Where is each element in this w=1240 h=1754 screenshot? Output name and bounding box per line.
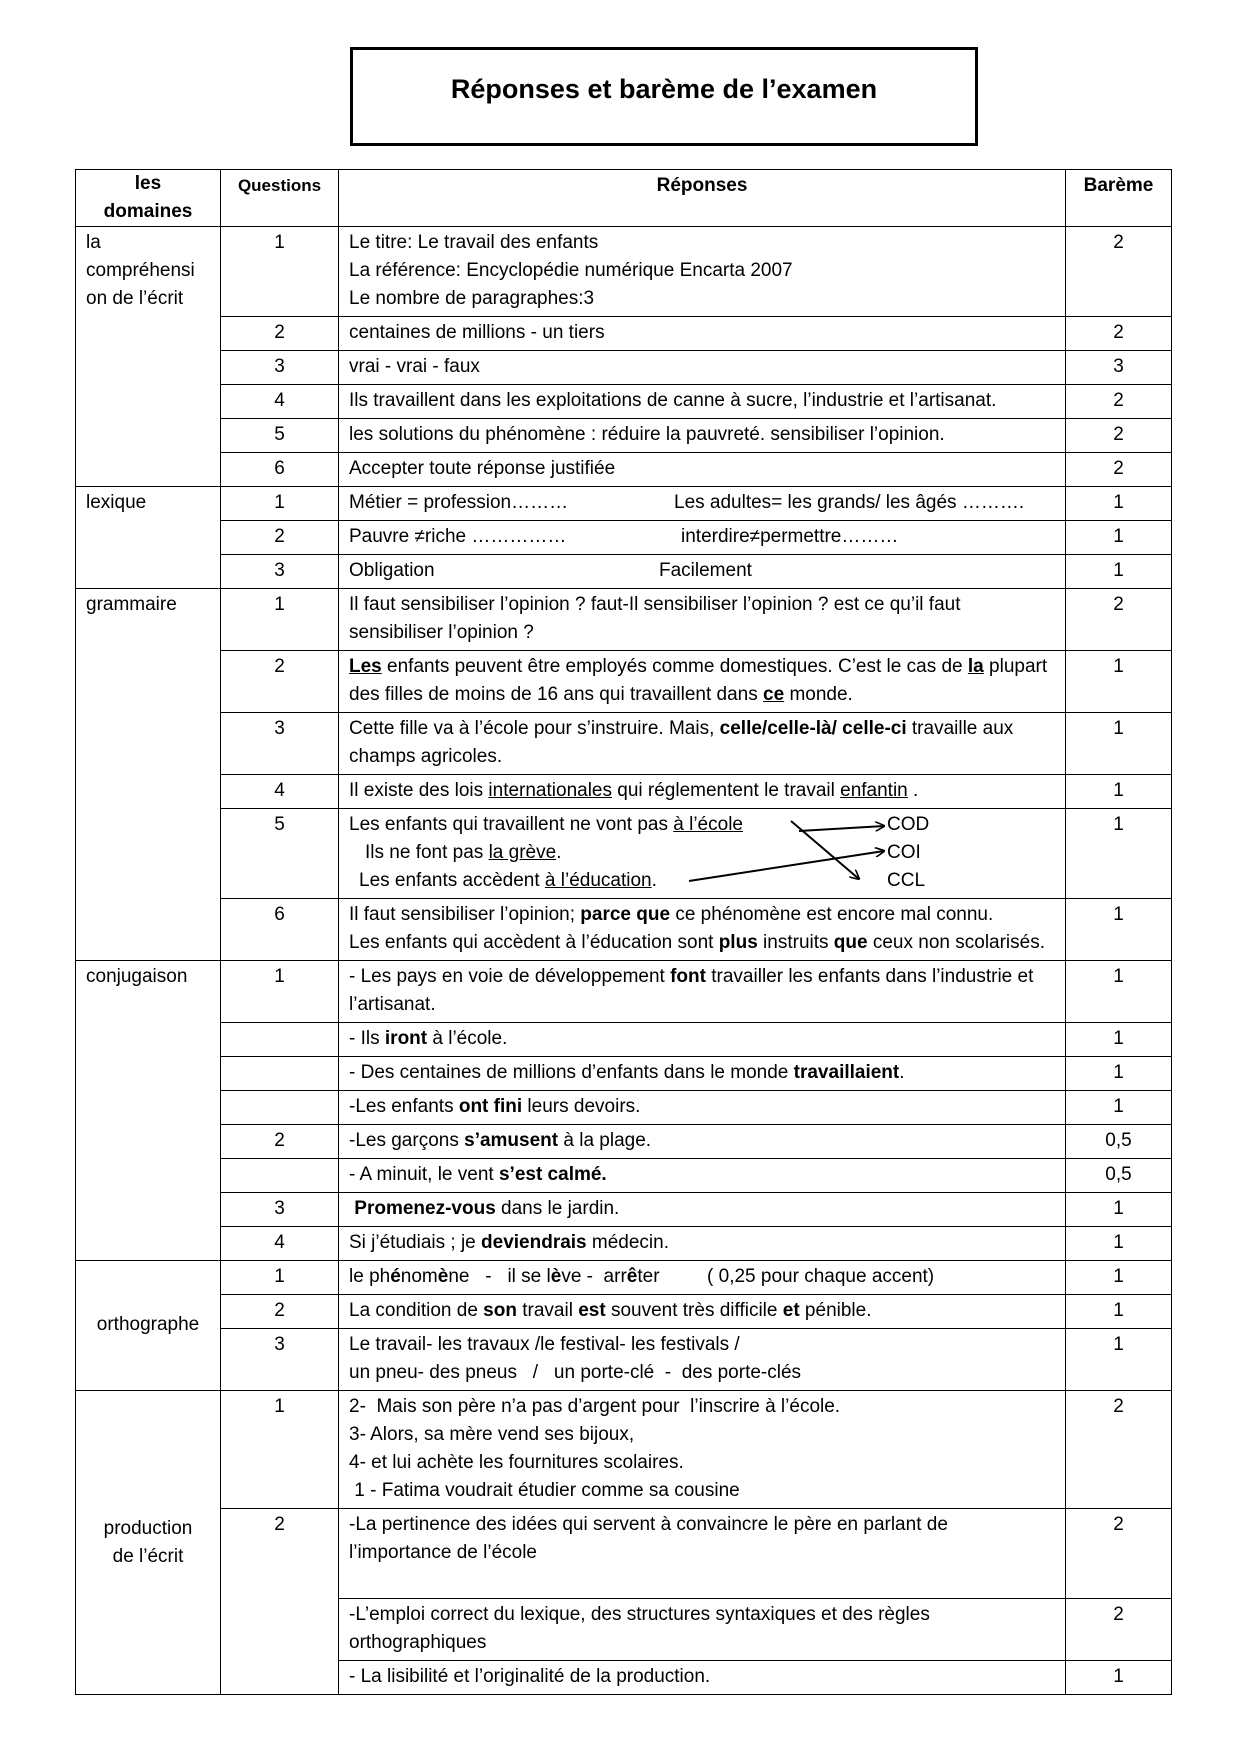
answer-cell: Promenez-vous dans le jardin. bbox=[339, 1193, 1066, 1227]
answer-cell: centaines de millions - un tiers bbox=[339, 317, 1066, 351]
question-number: 1 bbox=[221, 589, 339, 651]
answer-word: internationales bbox=[488, 780, 612, 801]
question-number: 4 bbox=[221, 1227, 339, 1261]
table-row bbox=[76, 487, 1172, 521]
answer-cell bbox=[339, 487, 1066, 521]
question-number: 1 bbox=[221, 1261, 339, 1295]
points-cell: 1 bbox=[1066, 487, 1172, 521]
question-number bbox=[221, 1023, 339, 1057]
points-cell: 2 bbox=[1066, 1391, 1172, 1509]
table-row bbox=[76, 961, 1172, 1023]
question-number: 2 bbox=[221, 1509, 339, 1695]
answer-word: que bbox=[833, 932, 868, 953]
table-row bbox=[76, 1091, 1172, 1125]
answer-line: Les enfants qui travaillent ne vont pas à l’école bbox=[349, 814, 743, 835]
table-row bbox=[76, 899, 1172, 961]
table-row bbox=[76, 1023, 1172, 1057]
question-number: 6 bbox=[221, 453, 339, 487]
table-row bbox=[76, 1227, 1172, 1261]
answer-text: instruits bbox=[757, 932, 834, 953]
answer-word: s’est calmé. bbox=[498, 1164, 607, 1185]
points-cell: 1 bbox=[1066, 1023, 1172, 1057]
answer-right: Facilement bbox=[659, 560, 752, 581]
points-cell: 2 bbox=[1066, 1599, 1172, 1661]
points-cell: 1 bbox=[1066, 1193, 1172, 1227]
answer-left: Métier = profession……… bbox=[349, 492, 569, 513]
answer-text: ceux non scolarisés. bbox=[867, 932, 1045, 953]
points-cell: 1 bbox=[1066, 961, 1172, 1023]
answer-cell: -Les garçons s’amusent à la plage. bbox=[339, 1125, 1066, 1159]
table-row bbox=[76, 419, 1172, 453]
answer-left: Pauvre ≠riche …………… bbox=[349, 526, 567, 547]
table-row bbox=[76, 1193, 1172, 1227]
table-row bbox=[76, 453, 1172, 487]
points-cell: 1 bbox=[1066, 1329, 1172, 1391]
points-cell: 2 bbox=[1066, 419, 1172, 453]
points-cell: 1 bbox=[1066, 1295, 1172, 1329]
answer-table bbox=[75, 169, 1172, 1695]
answer-text: enfants peuvent être employés comme domestiques. C’est le cas de bbox=[381, 656, 968, 677]
points-cell: 1 bbox=[1066, 713, 1172, 775]
points-cell: 1 bbox=[1066, 899, 1172, 961]
answer-word: est bbox=[578, 1300, 606, 1321]
points-cell: 2 bbox=[1066, 227, 1172, 317]
function-label-cod: COD bbox=[887, 814, 930, 835]
table-row bbox=[76, 589, 1172, 651]
answer-cell: -La pertinence des idées qui servent à convaincre le père en parlant de l’importance de l’école bbox=[339, 1509, 1066, 1599]
answer-text: monde. bbox=[784, 684, 853, 705]
answer-left: Obligation bbox=[349, 560, 435, 581]
question-number: 2 bbox=[221, 317, 339, 351]
answer-line: Le nombre de paragraphes:3 bbox=[349, 288, 595, 309]
answer-word: parce que bbox=[580, 904, 671, 925]
table-row bbox=[76, 1057, 1172, 1091]
header-points: Barème bbox=[1066, 170, 1172, 227]
table-row bbox=[76, 1295, 1172, 1329]
answer-cell: - A minuit, le vent s’est calmé. bbox=[339, 1159, 1066, 1193]
answer-line: Les enfants accèdent à l’éducation. bbox=[359, 870, 657, 891]
answer-cell bbox=[339, 555, 1066, 589]
answer-line: La référence: Encyclopédie numérique Encarta 2007 bbox=[349, 260, 793, 281]
answer-cell bbox=[339, 1329, 1066, 1391]
answer-cell bbox=[339, 521, 1066, 555]
answer-word: ont fini bbox=[458, 1096, 523, 1117]
answer-text: Les enfants qui accèdent à l’éducation sont bbox=[349, 932, 719, 953]
table-row bbox=[76, 1261, 1172, 1295]
table-row bbox=[76, 1509, 1172, 1599]
question-number: 5 bbox=[221, 809, 339, 899]
answer-word: plus bbox=[718, 932, 758, 953]
answer-line: un pneu- des pneus / un porte-clé - des porte-clés bbox=[349, 1362, 802, 1383]
points-cell: 1 bbox=[1066, 1091, 1172, 1125]
table-row bbox=[76, 555, 1172, 589]
answer-word: ce bbox=[763, 684, 785, 705]
points-cell: 2 bbox=[1066, 317, 1172, 351]
question-number: 2 bbox=[221, 1125, 339, 1159]
header-domain: les domaines bbox=[76, 170, 221, 227]
answer-word: font bbox=[670, 966, 706, 987]
answer-word: travaillaient bbox=[793, 1062, 900, 1083]
answer-line: 1 - Fatima voudrait étudier comme sa cousine bbox=[349, 1480, 740, 1501]
answer-cell bbox=[339, 1391, 1066, 1509]
answer-cell bbox=[339, 227, 1066, 317]
answer-word: et bbox=[782, 1300, 800, 1321]
answer-word: celle/celle-là/ celle-ci bbox=[719, 718, 907, 739]
answer-cell: - Ils iront à l’école. bbox=[339, 1023, 1066, 1057]
answer-word: s’amusent bbox=[464, 1130, 559, 1151]
domain-conjugaison: conjugaison bbox=[76, 961, 221, 1261]
answer-text: Cette fille va à l’école pour s’instruire. Mais, bbox=[349, 718, 720, 739]
table-row bbox=[76, 227, 1172, 317]
answer-right: interdire≠permettre……… bbox=[681, 526, 899, 547]
table-row bbox=[76, 651, 1172, 713]
question-number: 1 bbox=[221, 961, 339, 1023]
answer-text: Il existe des lois bbox=[349, 780, 489, 801]
domain-lexique: lexique bbox=[76, 487, 221, 589]
answer-line: Le titre: Le travail des enfants bbox=[349, 232, 599, 253]
question-number bbox=[221, 1057, 339, 1091]
question-number: 2 bbox=[221, 521, 339, 555]
question-number bbox=[221, 1159, 339, 1193]
table-row bbox=[76, 809, 1172, 899]
answer-line: Ils ne font pas la grève. bbox=[365, 842, 562, 863]
points-cell: 1 bbox=[1066, 1227, 1172, 1261]
question-number: 5 bbox=[221, 419, 339, 453]
matching-arrows bbox=[339, 809, 1066, 899]
points-cell: 0,5 bbox=[1066, 1125, 1172, 1159]
answer-cell: les solutions du phénomène : réduire la pauvreté. sensibiliser l’opinion. bbox=[339, 419, 1066, 453]
table-row bbox=[76, 351, 1172, 385]
answer-word: iront bbox=[384, 1028, 428, 1049]
question-number: 3 bbox=[221, 555, 339, 589]
answer-word: la bbox=[967, 656, 984, 677]
answer-cell: -L’emploi correct du lexique, des structures syntaxiques et des règles orthographiques bbox=[339, 1599, 1066, 1661]
answer-cell: - Des centaines de millions d’enfants dans le monde travaillaient. bbox=[339, 1057, 1066, 1091]
question-number: 3 bbox=[221, 351, 339, 385]
question-number: 6 bbox=[221, 899, 339, 961]
question-number: 1 bbox=[221, 487, 339, 521]
question-number bbox=[221, 1091, 339, 1125]
table-row bbox=[76, 1125, 1172, 1159]
points-cell: 1 bbox=[1066, 1661, 1172, 1695]
answer-word: Promenez-vous bbox=[354, 1198, 496, 1219]
table-row bbox=[76, 1159, 1172, 1193]
answer-word: enfantin bbox=[840, 780, 908, 801]
table-row bbox=[76, 1329, 1172, 1391]
function-label-ccl: CCL bbox=[887, 870, 926, 891]
answer-cell bbox=[339, 899, 1066, 961]
answer-text: travaille aux champs agricoles. bbox=[349, 718, 1014, 767]
points-cell: 2 bbox=[1066, 453, 1172, 487]
table-row bbox=[76, 713, 1172, 775]
answer-cell bbox=[339, 809, 1066, 899]
points-cell: 0,5 bbox=[1066, 1159, 1172, 1193]
table-row bbox=[76, 317, 1172, 351]
arrow-line bbox=[799, 826, 884, 831]
points-cell: 2 bbox=[1066, 385, 1172, 419]
points-cell: 1 bbox=[1066, 1057, 1172, 1091]
title-box bbox=[350, 47, 978, 146]
answer-line: 4- et lui achète les fournitures scolaires. bbox=[349, 1452, 684, 1473]
answer-word: son bbox=[483, 1300, 517, 1321]
points-cell: 1 bbox=[1066, 651, 1172, 713]
points-cell: 2 bbox=[1066, 1509, 1172, 1599]
answer-cell bbox=[339, 713, 1066, 775]
answer-word: deviendrais bbox=[481, 1232, 587, 1253]
domain-grammaire: grammaire bbox=[76, 589, 221, 961]
answer-text: plupart des filles de moins de 16 ans qui travaillent dans bbox=[349, 656, 1048, 705]
page-title: Réponses et barème de l’examen bbox=[450, 74, 878, 104]
question-number: 3 bbox=[221, 713, 339, 775]
header-questions: Questions bbox=[221, 170, 339, 227]
table-row bbox=[76, 775, 1172, 809]
answer-word: Les bbox=[349, 656, 382, 677]
table-row bbox=[76, 385, 1172, 419]
question-number: 1 bbox=[221, 1391, 339, 1509]
question-number: 3 bbox=[221, 1329, 339, 1391]
header-row bbox=[76, 170, 1172, 227]
answer-cell: le phénomène - il se lève - arrêter ( 0,25 pour chaque accent) bbox=[339, 1261, 1066, 1295]
answer-cell bbox=[339, 775, 1066, 809]
domain-production: production de l’écrit bbox=[76, 1391, 221, 1695]
question-number: 2 bbox=[221, 651, 339, 713]
answer-cell: La condition de son travail est souvent très difficile et pénible. bbox=[339, 1295, 1066, 1329]
points-cell: 1 bbox=[1066, 555, 1172, 589]
answer-cell bbox=[339, 651, 1066, 713]
answer-cell: -Les enfants ont fini leurs devoirs. bbox=[339, 1091, 1066, 1125]
answer-line: Le travail- les travaux /le festival- les festivals / bbox=[349, 1334, 740, 1355]
answer-right: Les adultes= les grands/ les âgés ………. bbox=[674, 492, 1025, 513]
points-cell: 2 bbox=[1066, 589, 1172, 651]
answer-cell: Accepter toute réponse justifiée bbox=[339, 453, 1066, 487]
question-number: 4 bbox=[221, 775, 339, 809]
points-cell: 1 bbox=[1066, 1261, 1172, 1295]
answer-text: qui réglementent le travail bbox=[612, 780, 841, 801]
answer-line: 2- Mais son père n’a pas d’argent pour l’inscrire à l’école. bbox=[349, 1396, 841, 1417]
table-row bbox=[76, 521, 1172, 555]
table-row bbox=[76, 1391, 1172, 1509]
question-number: 1 bbox=[221, 227, 339, 317]
answer-cell: Ils travaillent dans les exploitations de canne à sucre, l’industrie et l’artisanat. bbox=[339, 385, 1066, 419]
answer-text: . bbox=[907, 780, 919, 801]
question-number: 3 bbox=[221, 1193, 339, 1227]
domain-comprehension: la compréhensi on de l’écrit bbox=[76, 227, 221, 487]
answer-cell: - Les pays en voie de développement font travailler les enfants dans l’industrie et l’artisanat. bbox=[339, 961, 1066, 1023]
points-cell: 1 bbox=[1066, 809, 1172, 899]
points-cell: 1 bbox=[1066, 521, 1172, 555]
question-number: 4 bbox=[221, 385, 339, 419]
answer-cell: - La lisibilité et l’originalité de la production. bbox=[339, 1661, 1066, 1695]
points-cell: 1 bbox=[1066, 775, 1172, 809]
question-number: 2 bbox=[221, 1295, 339, 1329]
answer-text: Il faut sensibiliser l’opinion; bbox=[349, 904, 581, 925]
answer-cell: Il faut sensibiliser l’opinion ? faut-Il sensibiliser l’opinion ? est ce qu’il faut sensibiliser l’opinion ? bbox=[339, 589, 1066, 651]
answer-line: 3- Alors, sa mère vend ses bijoux, bbox=[349, 1424, 635, 1445]
answer-cell: vrai - vrai - faux bbox=[339, 351, 1066, 385]
answer-cell: Si j’étudiais ; je deviendrais médecin. bbox=[339, 1227, 1066, 1261]
domain-orthographe: orthographe bbox=[76, 1261, 221, 1391]
function-label-coi: COI bbox=[887, 842, 921, 863]
answer-text: ce phénomène est encore mal connu. bbox=[670, 904, 994, 925]
points-cell: 3 bbox=[1066, 351, 1172, 385]
header-answers: Réponses bbox=[339, 170, 1066, 227]
